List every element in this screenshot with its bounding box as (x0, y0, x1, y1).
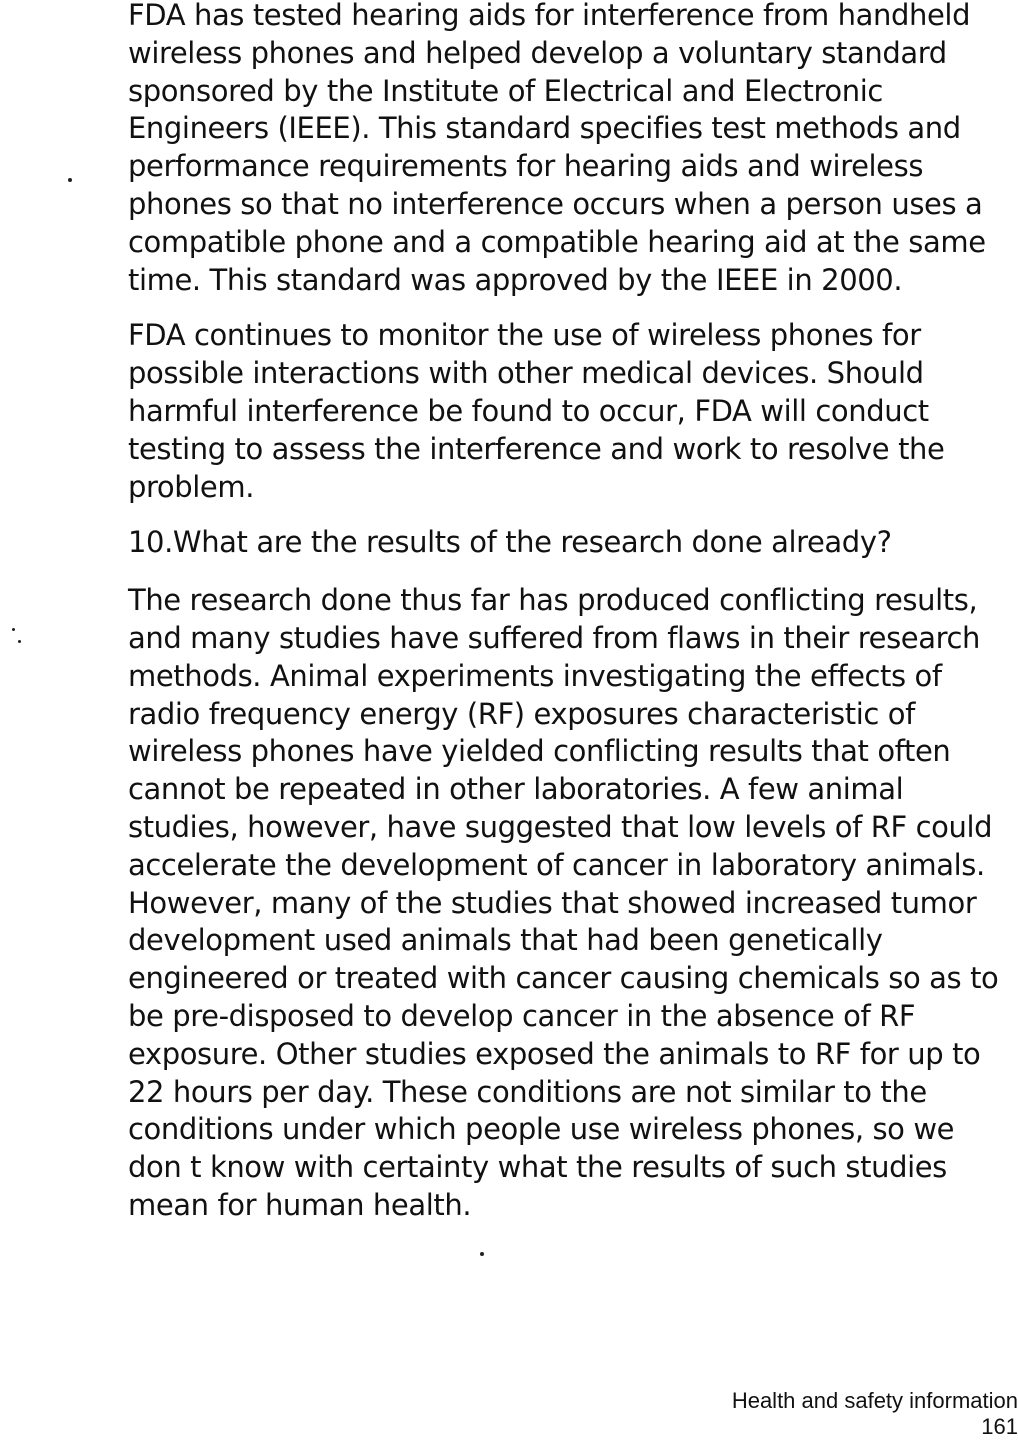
question-heading: 10.What are the results of the research done already? (128, 525, 892, 560)
paragraph-research-results: The research done thus far has produced conflicting results, and many studies have suffered from flaws in their research methods. Animal experiments investigating the effects of radio frequency energy (RF) exposures characteristic of wireless phones have yielded conflicting results that often cannot be repeated in other laboratories. A few animal studies, however, have suggested that low levels of RF could accelerate the development of cancer in laboratory animals. However, many of the studies that showed increased tumor development used animals that had been genetically engineered or treated with cancer causing chemicals so as to be pre-disposed to develop cancer in the absence of RF exposure. Other studies exposed the animals to RF for up to 22 hours per day. These conditions are not similar to the conditions under which people use wireless phones, so we don t know with certainty what the results of such studies mean for human health. (128, 583, 999, 1222)
paragraph-fda-monitoring: FDA continues to monitor the use of wireless phones for possible interactions with other medical devices. Should harmful interference be found to occur, FDA will conduct testing to assess the interference and work to resolve the problem. (128, 318, 945, 504)
scan-speck (18, 640, 21, 643)
paragraph-hearing-aid-standard: FDA has tested hearing aids for interference from handheld wireless phones and helped develop a voluntary standard sponsored by the Institute of Electrical and Electronic Engineers (IEEE). This standard specifies test methods and performance requirements for hearing aids and wireless phones so that no interference occurs when a person uses a compatible phone and a compatible hearing aid at the same time. This standard was approved by the IEEE in 2000. (128, 0, 986, 297)
footer-section-title: Health and safety information (731, 1388, 1018, 1413)
scan-speck (480, 1252, 484, 1256)
scan-speck (12, 628, 15, 631)
scan-speck (68, 178, 72, 182)
page-footer (732, 1388, 1018, 1440)
page-number: 161 (981, 1414, 1018, 1439)
body-text (128, 0, 1008, 1243)
